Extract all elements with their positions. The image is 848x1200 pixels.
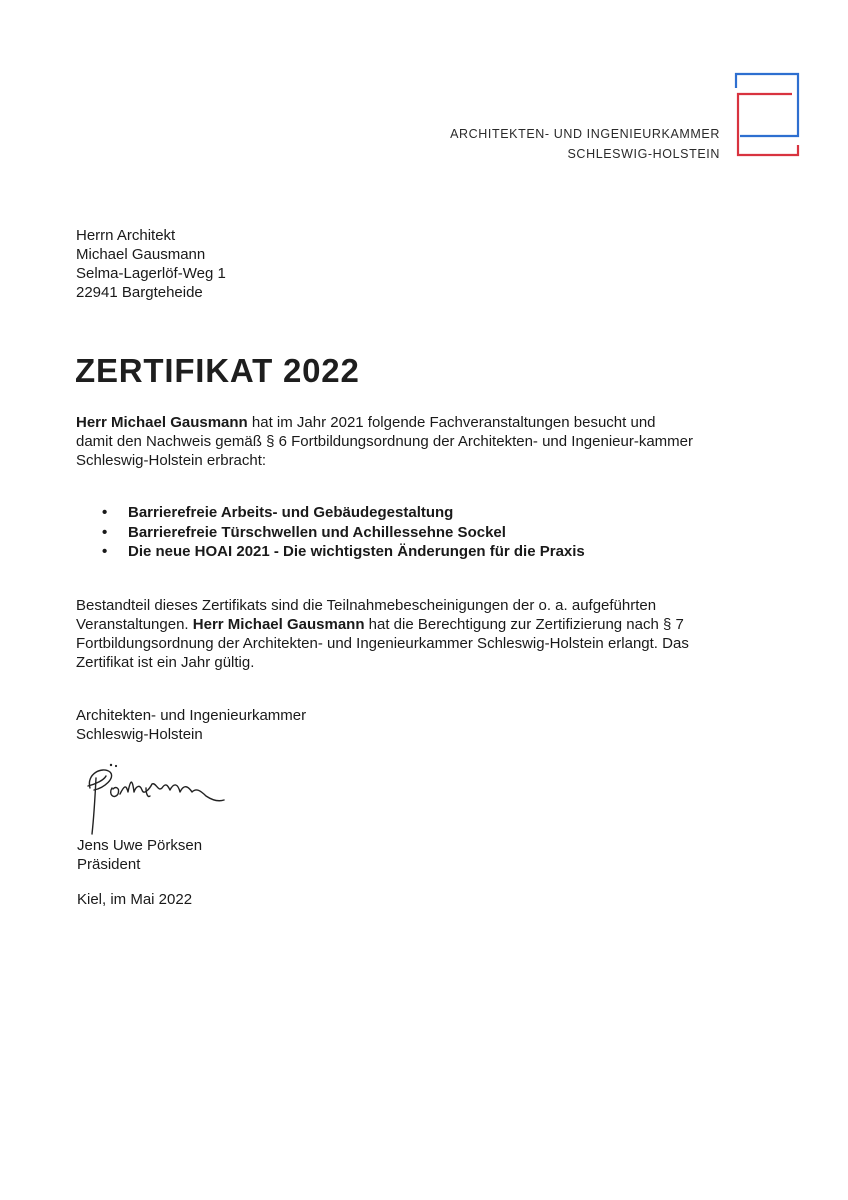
logo-red-frame bbox=[738, 94, 798, 155]
recipient-line3: Selma-Lagerlöf-Weg 1 bbox=[76, 265, 226, 282]
recipient-line1: Herrn Architekt bbox=[76, 227, 176, 244]
bullet-icon: • bbox=[102, 543, 108, 560]
issuer-line1: Architekten- und Ingenieurkammer bbox=[76, 707, 307, 724]
event-title: Barrierefreie Türschwellen und Achillessehne Sockel bbox=[128, 523, 506, 541]
recipient-line2: Michael Gausmann bbox=[76, 246, 206, 263]
closing-text-part1: Bestandteil dieses Zertifikats sind die Teilnahmebescheinigungen der o. a. aufgeführten Veranstaltungen. bbox=[76, 597, 657, 633]
closing-paragraph bbox=[76, 596, 716, 672]
organization-name bbox=[450, 124, 720, 164]
list-item bbox=[76, 523, 716, 543]
place-date: Kiel, im Mai 2022 bbox=[77, 891, 193, 908]
signer-block bbox=[77, 836, 202, 874]
list-item bbox=[76, 503, 716, 523]
handwritten-signature bbox=[80, 758, 250, 842]
certificate-title: ZERTIFIKAT 2022 bbox=[75, 352, 360, 389]
chamber-logo-icon bbox=[734, 72, 800, 158]
list-item bbox=[76, 542, 716, 562]
issuer-block bbox=[76, 706, 306, 744]
event-title: Barrierefreie Arbeits- und Gebäudegestaltung bbox=[128, 504, 454, 521]
signer-name: Jens Uwe Pörksen bbox=[77, 837, 203, 854]
issuer-line2: Schleswig-Holstein bbox=[76, 726, 203, 743]
intro-paragraph bbox=[76, 413, 696, 470]
organization-name-line1: ARCHITEKTEN- UND INGENIEURKAMMER bbox=[450, 127, 720, 141]
logo-blue-frame bbox=[736, 74, 798, 136]
bullet-icon: • bbox=[102, 504, 108, 521]
recipient-address bbox=[76, 226, 226, 302]
recipient-line4: 22941 Bargteheide bbox=[76, 284, 203, 301]
signer-role: Präsident bbox=[77, 856, 141, 873]
intro-text: hat im Jahr 2021 folgende Fachveranstaltungen besucht und damit den Nachweis gemäß § 6 Fortbildungsordnung der Architekten- und Ingenieur-kammer Schleswig-Holstein erbracht: bbox=[76, 414, 693, 469]
event-title: Die neue HOAI 2021 - Die wichtigsten Änderungen für die Praxis bbox=[128, 543, 585, 560]
bullet-icon: • bbox=[102, 523, 108, 541]
event-list bbox=[76, 503, 716, 562]
intro-recipient-name: Herr Michael Gausmann bbox=[76, 414, 248, 431]
closing-text-part2: hat die Berechtigung zur Zertifizierung nach § 7 Fortbildungsordnung der Architekten- und Ingenieurkammer Schleswig-Holstein erlangt. Das Zertifikat ist ein Jahr gültig. bbox=[76, 616, 689, 671]
closing-recipient-name: Herr Michael Gausmann bbox=[192, 616, 365, 633]
organization-name-line2: SCHLESWIG-HOLSTEIN bbox=[567, 147, 720, 161]
